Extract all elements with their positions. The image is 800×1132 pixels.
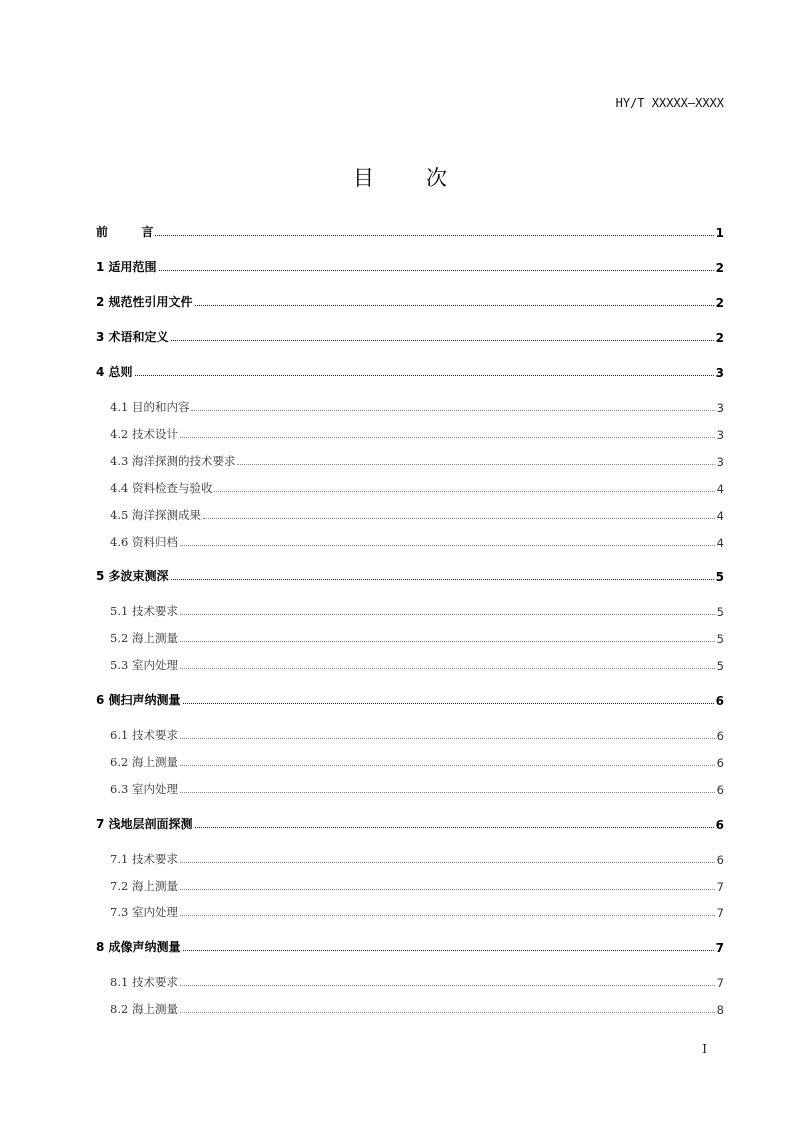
toc-entry-page: 6: [716, 756, 724, 770]
toc-entry-page: 7: [715, 941, 724, 955]
toc-entry-label: 8 成像声纳测量: [96, 940, 181, 954]
toc-entry-label: 5.1 技术要求: [110, 604, 178, 618]
toc-entry-label: 5.3 室内处理: [110, 658, 178, 672]
toc-entry-label: 6 侧扫声纳测量: [96, 693, 181, 707]
dot-leader: [183, 950, 714, 951]
toc-entry-page: 4: [716, 509, 724, 523]
toc-entry-label: 4.4 资料检查与验收: [110, 481, 213, 495]
title-char-1: 目: [353, 166, 374, 190]
title-char-2: 次: [426, 166, 447, 190]
toc-entry-section[interactable]: [110, 781, 724, 797]
toc-entry-section[interactable]: [110, 878, 724, 894]
toc-entry-label: 7.1 技术要求: [110, 852, 178, 866]
toc-entry-section[interactable]: [110, 657, 724, 673]
dot-leader: [191, 410, 714, 411]
toc-entry-section[interactable]: [110, 426, 724, 442]
dot-leader: [155, 235, 713, 236]
document-code-header: HY/T XXXXX—XXXX: [615, 96, 724, 110]
dot-leader: [159, 270, 714, 271]
dot-leader: [195, 827, 714, 828]
toc-entry-label: 4.3 海洋探测的技术要求: [110, 454, 236, 468]
toc-entry-label: 8.1 技术要求: [110, 975, 178, 989]
toc-entry-label: 7.3 室内处理: [110, 905, 178, 919]
dot-leader: [195, 305, 714, 306]
toc-entry-page: 5: [716, 659, 724, 673]
toc-entry-page: 6: [715, 818, 724, 832]
page-number-footer: I: [702, 1042, 707, 1056]
toc-entry-page: 5: [716, 605, 724, 619]
dot-leader: [203, 518, 715, 519]
toc-entry-label: 4.2 技术设计: [110, 427, 178, 441]
dot-leader: [135, 375, 714, 376]
toc-entry-chapter[interactable]: [96, 294, 724, 310]
dot-leader: [180, 641, 715, 642]
toc-entry-page: 7: [716, 906, 724, 920]
dot-leader: [214, 491, 714, 492]
toc-entry-section[interactable]: [110, 630, 724, 646]
toc-entry-label: 6.3 室内处理: [110, 782, 178, 796]
toc-entry-page: 6: [716, 853, 724, 867]
toc-entry-page: 1: [715, 226, 724, 240]
dot-leader: [237, 464, 714, 465]
dot-leader: [180, 889, 715, 890]
toc-entry-section[interactable]: [110, 754, 724, 770]
dot-leader: [180, 765, 715, 766]
toc-entry-section[interactable]: [110, 603, 724, 619]
toc-entry-label: 3 术语和定义: [96, 330, 169, 344]
toc-entry-chapter[interactable]: [96, 259, 724, 275]
toc-entry-page: 2: [715, 261, 724, 275]
dot-leader: [180, 985, 715, 986]
toc-entry-page: 3: [715, 366, 724, 380]
dot-leader: [180, 792, 715, 793]
page-title: [0, 162, 800, 192]
toc-entry-label: 5 多波束测深: [96, 569, 169, 583]
toc-entry-label: 4.1 目的和内容: [110, 400, 190, 414]
dot-leader: [180, 862, 715, 863]
toc-entry-label: 6.2 海上测量: [110, 755, 178, 769]
toc-entry-label: 4.6 资料归档: [110, 535, 178, 549]
dot-leader: [171, 340, 714, 341]
dot-leader: [180, 668, 715, 669]
toc-entry-page: 2: [715, 296, 724, 310]
toc-entry-label: 7 浅地层剖面探测: [96, 817, 193, 831]
toc-entry-page: 3: [716, 455, 724, 469]
toc-entry-page: 6: [716, 729, 724, 743]
toc-entry-page: 4: [716, 536, 724, 550]
toc-entry-label: 4.5 海洋探测成果: [110, 508, 201, 522]
toc-entry-chapter[interactable]: [96, 816, 724, 832]
toc-entry-chapter[interactable]: [96, 329, 724, 345]
dot-leader: [180, 915, 715, 916]
toc-entry-section[interactable]: [110, 534, 724, 550]
toc-entry-chapter[interactable]: [96, 364, 724, 380]
toc-entry-label: 1 适用范围: [96, 260, 157, 274]
toc-entry-section[interactable]: [110, 1001, 724, 1017]
toc-entry-section[interactable]: [110, 453, 724, 469]
toc-entry-section[interactable]: [110, 507, 724, 523]
toc-entry-page: 8: [716, 1003, 724, 1017]
toc-entry-label: 4 总则: [96, 365, 133, 379]
dot-leader: [183, 703, 714, 704]
toc-entry-label: 7.2 海上测量: [110, 879, 178, 893]
dot-leader: [180, 1012, 715, 1013]
toc-entry-label: 8.2 海上测量: [110, 1002, 178, 1016]
toc-entry-chapter[interactable]: [96, 939, 724, 955]
toc-entry-label: 前 言: [96, 225, 154, 239]
toc-entry-page: 7: [716, 976, 724, 990]
toc-entry-page: 7: [716, 880, 724, 894]
toc-entry-section[interactable]: [110, 727, 724, 743]
toc-entry-label: 5.2 海上测量: [110, 631, 178, 645]
toc-entry-section[interactable]: [110, 851, 724, 867]
toc-entry-label: 6.1 技术要求: [110, 728, 178, 742]
toc-entry-page: 3: [716, 401, 724, 415]
dot-leader: [180, 437, 715, 438]
toc-entry-page: 4: [716, 482, 724, 496]
toc-entry-chapter[interactable]: [96, 692, 724, 708]
toc-entry-section[interactable]: [110, 480, 724, 496]
toc-entry-section[interactable]: [110, 399, 724, 415]
toc-entry-section[interactable]: [110, 974, 724, 990]
toc-entry-page: 3: [716, 428, 724, 442]
dot-leader: [171, 579, 714, 580]
dot-leader: [180, 614, 715, 615]
toc-entry-page: 5: [716, 632, 724, 646]
dot-leader: [180, 738, 715, 739]
toc-entry-page: 5: [715, 570, 724, 584]
toc-entry-page: 6: [716, 783, 724, 797]
toc-entry-page: 6: [715, 694, 724, 708]
toc-entry-section[interactable]: [110, 904, 724, 920]
dot-leader: [180, 545, 715, 546]
toc-entry-chapter[interactable]: [96, 224, 724, 240]
toc-entry-page: 2: [715, 331, 724, 345]
toc-entry-label: 2 规范性引用文件: [96, 295, 193, 309]
toc-entry-chapter[interactable]: [96, 568, 724, 584]
